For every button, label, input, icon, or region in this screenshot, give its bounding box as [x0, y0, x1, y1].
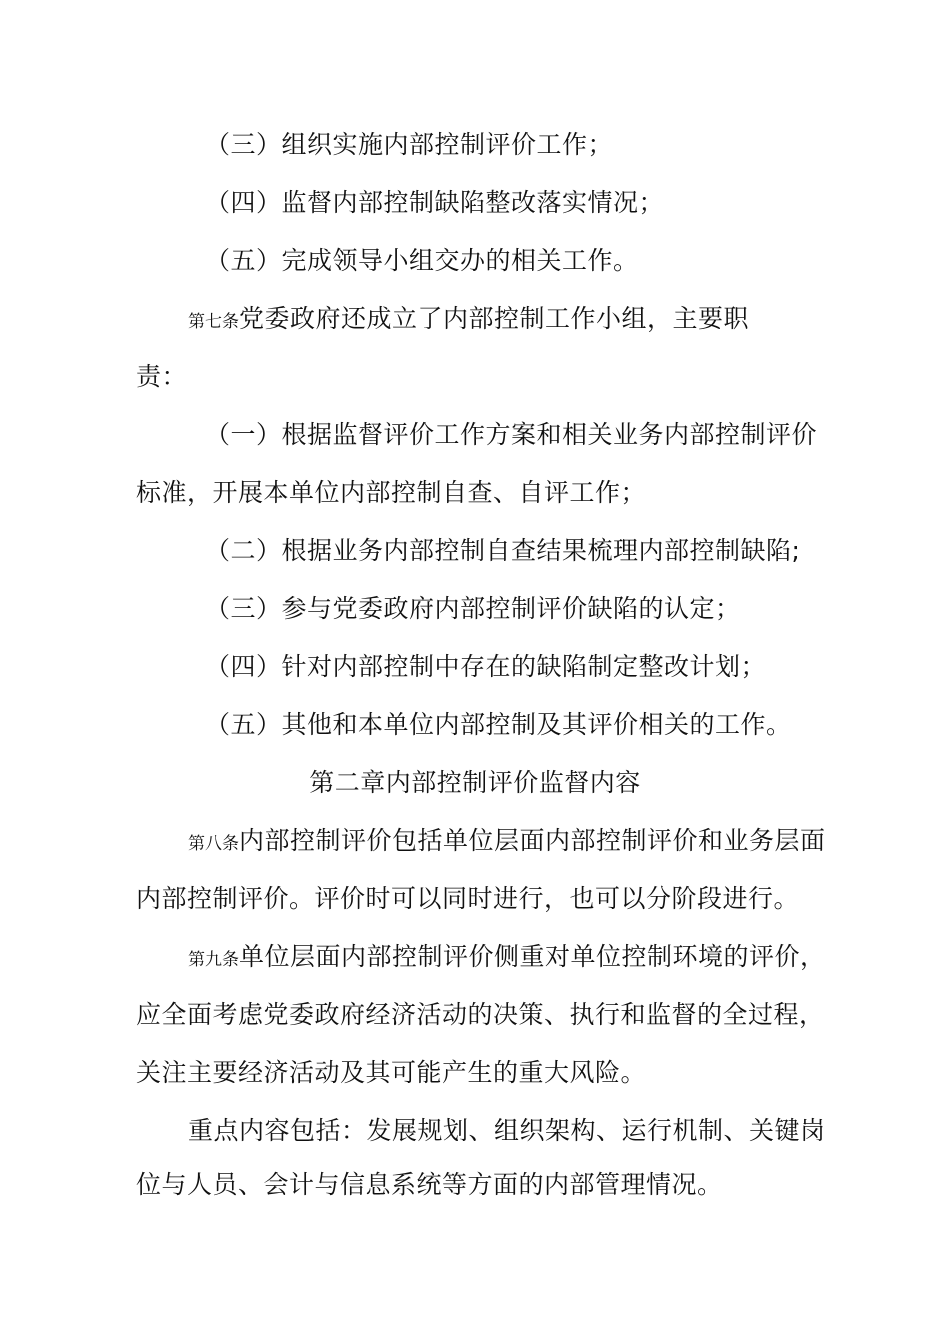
article7-item5: （五）其他和本单位内部控制及其评价相关的工作。: [205, 710, 792, 739]
article7-item1-line2: 标准，开展本单位内部控制自查、自评工作；: [136, 478, 647, 507]
article9-line1: [188, 942, 826, 975]
key-content-line1: 重点内容包括：发展规划、组织架构、运行机制、关键岗: [188, 1116, 826, 1145]
article7-line2: 责：: [136, 362, 188, 391]
article9-line2: 应全面考虑党委政府经济活动的决策、执行和监督的全过程，: [136, 1000, 825, 1029]
key-content-line2: 位与人员、会计与信息系统等方面的内部管理情况。: [136, 1170, 723, 1199]
article8-text-line1: 内部控制评价包括单位层面内部控制评价和业务层面: [239, 826, 826, 855]
article9-line3: 关注主要经济活动及其可能产生的重大风险。: [136, 1058, 647, 1087]
article7-item3: （三）参与党委政府内部控制评价缺陷的认定；: [205, 594, 741, 623]
article7-item2: （二）根据业务内部控制自查结果梳理内部控制缺陷;: [205, 536, 801, 565]
article9-text-line1: 单位层面内部控制评价侧重对单位控制环境的评价，: [239, 942, 826, 971]
article7-text-line1: 党委政府还成立了内部控制工作小组，主要职: [239, 304, 750, 333]
article9-label: 第九条: [188, 950, 239, 970]
article6-item3: （三）组织实施内部控制评价工作；: [205, 130, 614, 159]
article7-line1: [188, 304, 749, 337]
article7-label: 第七条: [188, 312, 239, 332]
chapter2-title: 第二章内部控制评价监督内容: [309, 768, 641, 797]
article8-line2: 内部控制评价。评价时可以同时进行，也可以分阶段进行。: [136, 884, 800, 913]
article7-item4: （四）针对内部控制中存在的缺陷制定整改计划；: [205, 652, 767, 681]
article8-label: 第八条: [188, 834, 239, 854]
article8-line1: [188, 826, 826, 859]
article6-item4: （四）监督内部控制缺陷整改落实情况；: [205, 188, 665, 217]
article7-item1-line1: （一）根据监督评价工作方案和相关业务内部控制评价: [205, 420, 818, 449]
article6-item5: （五）完成领导小组交办的相关工作。: [205, 246, 639, 275]
